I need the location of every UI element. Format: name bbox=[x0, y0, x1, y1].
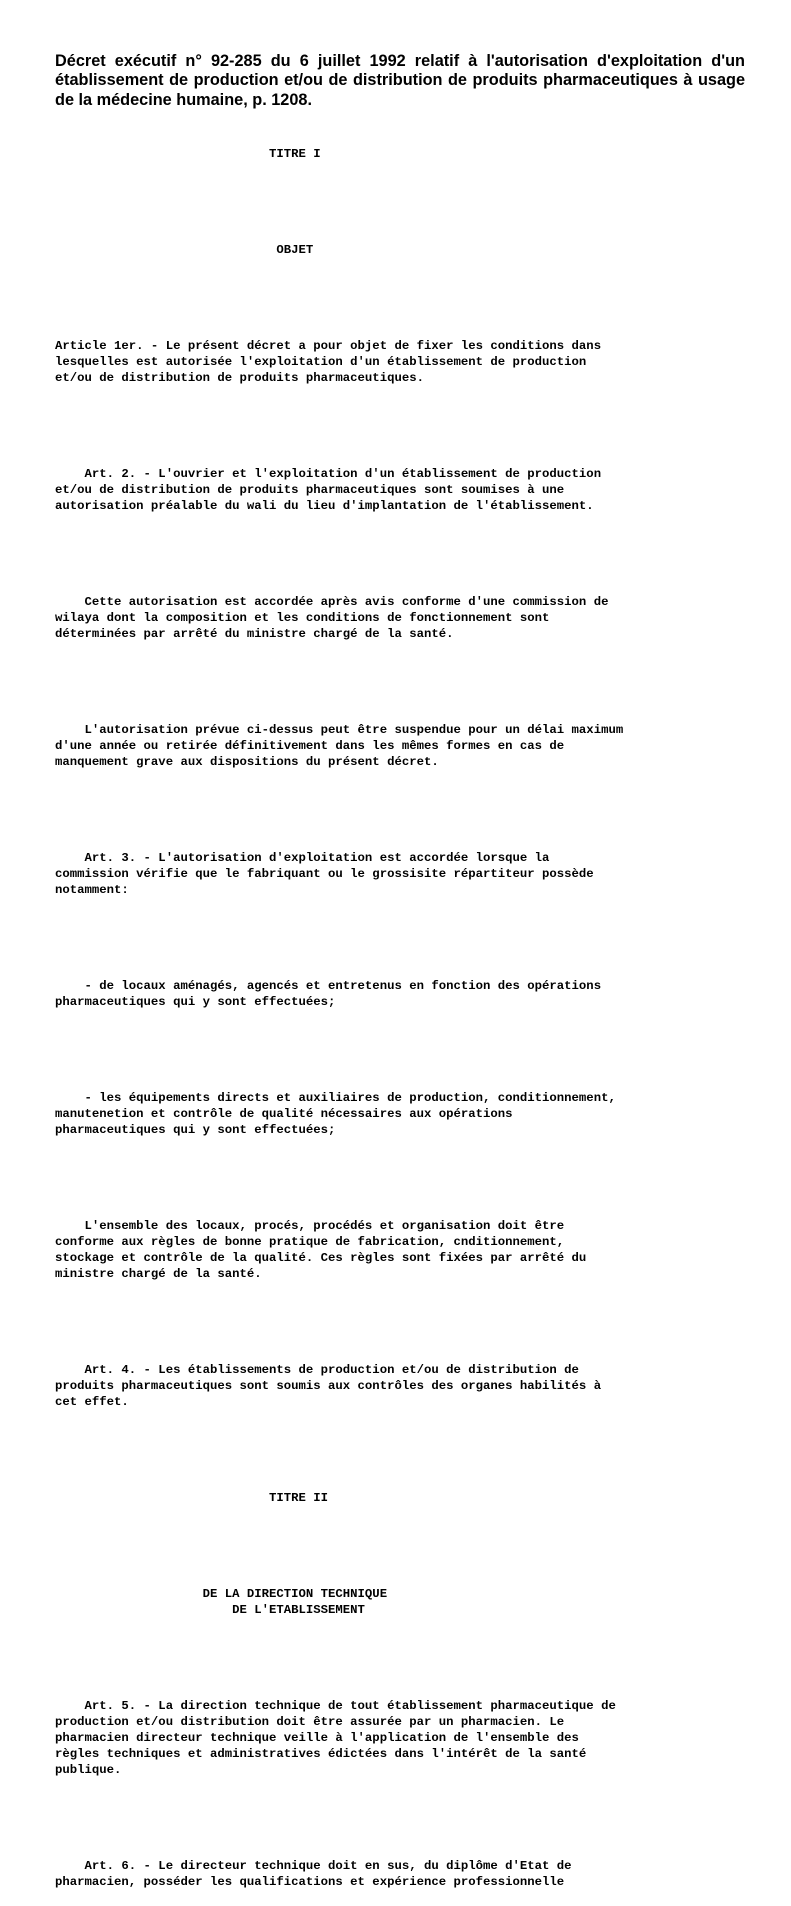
article-3-paragraph-4: L'ensemble des locaux, procés, procédés et organisation doit être conforme aux règles de bonne pratique de fabrication, cnditionnement, stockage et contrôle de la qualité. Ces règles sont fixées par arrêté du ministre chargé de la santé. bbox=[55, 1219, 587, 1281]
document-body bbox=[55, 114, 775, 1906]
article-2-paragraph-2: Cette autorisation est accordée après avis conforme d'une commission de wilaya dont la composition et les conditions de fonctionnement sont déterminées par arrêté du ministre chargé de la santé. bbox=[55, 595, 609, 641]
heading-titre-2: TITRE II bbox=[55, 1491, 329, 1505]
article-6: Art. 6. - Le directeur technique doit en sus, du diplôme d'Etat de pharmacien, posséder les qualifications et expérience professionnelle bbox=[55, 1859, 572, 1889]
heading-direction-technique: DE LA DIRECTION TECHNIQUE DE L'ETABLISSEMENT bbox=[202, 1587, 388, 1617]
article-2: Art. 2. - L'ouvrier et l'exploitation d'un établissement de production et/ou de distribution de produits pharmaceutiques sont soumises à une autorisation préalable du wali du lieu d'implantation de l'établissement. bbox=[55, 467, 602, 513]
document-title: Décret exécutif n° 92-285 du 6 juillet 1992 relatif à l'autorisation d'exploitation d'un établissement de production et/ou de distribution de produits pharmaceutiques à usage de la médecine humaine, p. 1208. bbox=[55, 52, 745, 109]
article-5: Art. 5. - La direction technique de tout établissement pharmaceutique de production et/ou distribution doit être assurée par un pharmacien. Le pharmacien directeur technique veille à l'application de l'ensemble des règles techniques et administratives édictées dans l'intérêt de la santé publique. bbox=[55, 1699, 616, 1777]
article-1: Article 1er. - Le présent décret a pour objet de fixer les conditions dans lesquelles est autorisée l'exploitation d'un établissement de production et/ou de distribution de produits pharmaceutiques. bbox=[55, 339, 602, 385]
article-4: Art. 4. - Les établissements de production et/ou de distribution de produits pharmaceutiques sont soumis aux contrôles des organes habilités à cet effet. bbox=[55, 1363, 602, 1409]
article-2-paragraph-3: L'autorisation prévue ci-dessus peut être suspendue pour un délai maximum d'une année ou retirée définitivement dans les mêmes formes en cas de manquement grave aux dispositions du présent décret. bbox=[55, 723, 624, 769]
article-3-item-1: - de locaux aménagés, agencés et entretenus en fonction des opérations pharmaceutiques qui y sont effectuées; bbox=[55, 979, 602, 1009]
article-3-item-2: - les équipements directs et auxiliaires de production, conditionnement, manutenetion et contrôle de qualité nécessaires aux opérations pharmaceutiques qui y sont effectuées; bbox=[55, 1091, 616, 1137]
heading-objet: OBJET bbox=[55, 243, 314, 257]
article-3: Art. 3. - L'autorisation d'exploitation est accordée lorsque la commission vérifie que le fabriquant ou le grossisite répartiteur possède notamment: bbox=[55, 851, 594, 897]
heading-titre-1: TITRE I bbox=[55, 147, 321, 161]
